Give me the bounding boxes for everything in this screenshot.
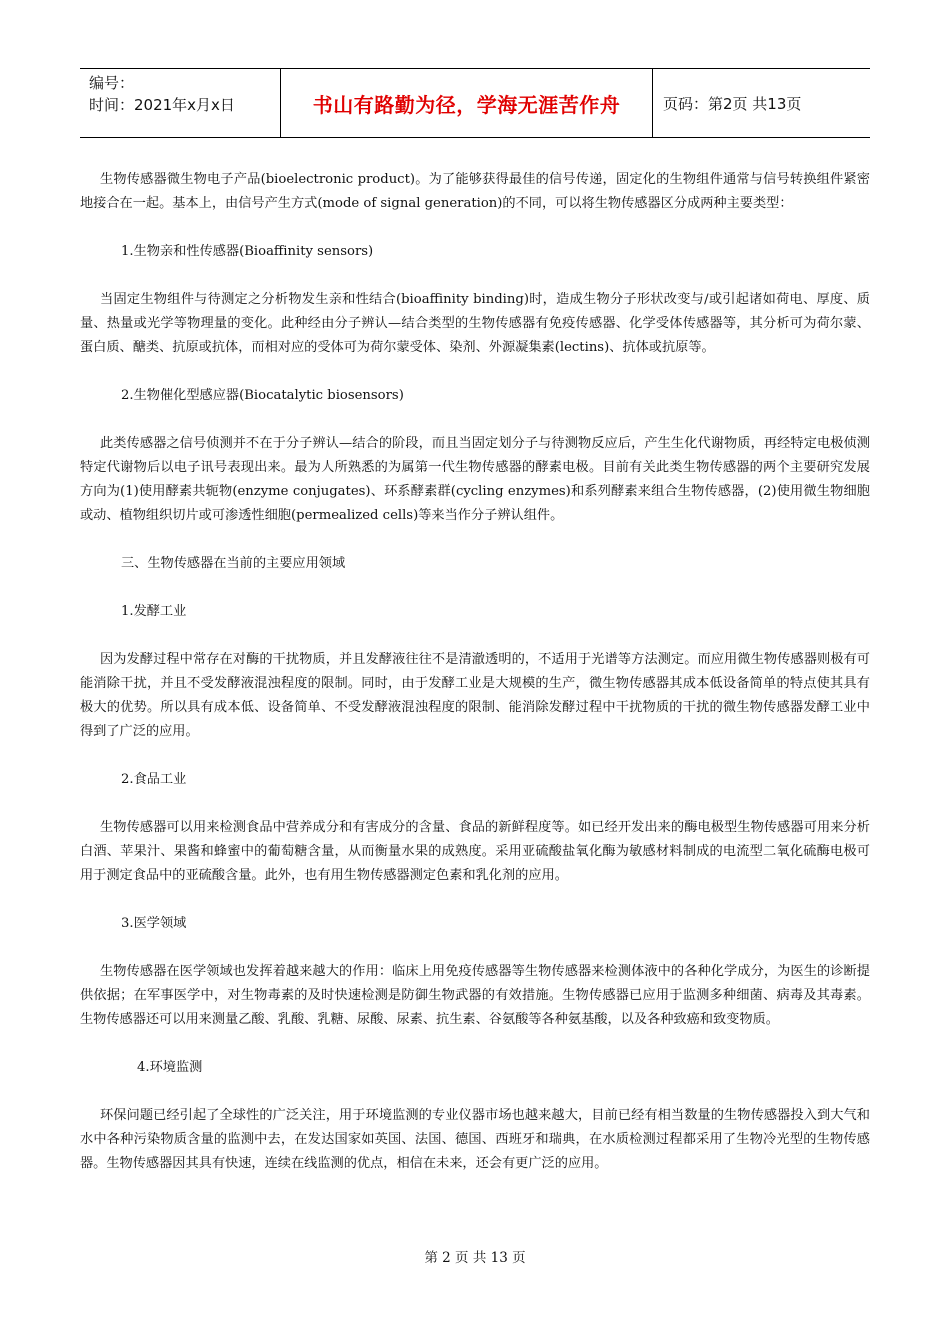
document-body bbox=[80, 168, 870, 1176]
section-heading-applications: 三、生物传感器在当前的主要应用领域 bbox=[121, 556, 346, 571]
paragraph-medical: 生物传感器在医学领域也发挥着越来越大的作用：临床上用免疫传感器等生物传感器来检测体液中的各种化学成分，为医生的诊断提供依据；在军事医学中，对生物毒素的及时快速检测是防御生物武器的有效措施。生物传感器已应用于监测多种细菌、病毒及其毒素。生物传感器还可以用来测量乙酸、乳酸、乳糖、尿酸、尿素、抗生素、谷氨酸等各种氨基酸，以及各种致癌和致变物质。 bbox=[80, 964, 870, 1027]
document-date: 时间：2021年x月x日 bbox=[89, 96, 235, 114]
paragraph-food: 生物传感器可以用来检测食品中营养成分和有害成分的含量、食品的新鲜程度等。如已经开发出来的酶电极型生物传感器可用来分析白酒、苹果汁、果酱和蜂蜜中的葡萄糖含量，从而衡量水果的成熟度。采用亚硫酸盐氧化酶为敏感材料制成的电流型二氧化硫酶电极可用于测定食品中的亚硫酸含量。此外，也有用生物传感器测定色素和乳化剂的应用。 bbox=[80, 820, 870, 883]
header-motto: 书山有路勤为径，学海无涯苦作舟 bbox=[281, 69, 653, 137]
header-meta bbox=[80, 69, 281, 137]
paragraph-bioaffinity: 当固定生物组件与待测定之分析物发生亲和性结合(bioaffinity binding)时，造成生物分子形状改变与/或引起诸如荷电、厚度、质量、热量或光学等物理量的变化。此种经由分子辨认—结合类型的生物传感器有免疫传感器、化学受体传感器等，其分析可为荷尔蒙、蛋白质、醣类、抗原或抗体，而相对应的受体可为荷尔蒙受体、染剂、外源凝集素(lectins)、抗体或抗原等。 bbox=[80, 292, 870, 355]
header-page-info: 页码：第2页 共13页 bbox=[663, 94, 802, 113]
paragraph-biocatalytic: 此类传感器之信号侦测并不在于分子辨认—结合的阶段，而且当固定划分子与待测物反应后，产生生化代谢物质，再经特定电极侦测特定代谢物后以电子讯号表现出来。最为人所熟悉的为属第一代生物传感器的酵素电极。目前有关此类生物传感器的两个主要研究发展方向为(1)使用酵素共轭物(enzyme conjugates)、环系酵素群(cycling enzymes)和系列酵素来组合生物传感器，(2)使用微生物细胞或动、植物组织切片或可渗透性细胞(permealized cells)等来当作分子辨认组件。 bbox=[80, 436, 870, 523]
section-heading-fermentation: 1.发酵工业 bbox=[121, 604, 187, 619]
section-heading-bioaffinity: 1.生物亲和性传感器(Bioaffinity sensors) bbox=[121, 244, 374, 259]
paragraph-fermentation: 因为发酵过程中常存在对酶的干扰物质，并且发酵液往往不是清澈透明的，不适用于光谱等方法测定。而应用微生物传感器则极有可能消除干扰，并且不受发酵液混浊程度的限制。同时，由于发酵工业是大规模的生产，微生物传感器其成本低设备简单的特点使其具有极大的优势。所以具有成本低、设备简单、不受发酵液混浊程度的限制、能消除发酵过程中干扰物质的干扰的微生物传感器发酵工业中得到了广泛的应用。 bbox=[80, 652, 870, 739]
document-number-label: 编号： bbox=[89, 74, 135, 92]
page-footer: 第 2 页 共 13 页 bbox=[424, 1250, 526, 1266]
paragraph-environment: 环保问题已经引起了全球性的广泛关注，用于环境监测的专业仪器市场也越来越大，目前已经有相当数量的生物传感器投入到大气和水中各种污染物质含量的监测中去，在发达国家如英国、法国、德国、西班牙和瑞典，在水质检测过程都采用了生物冷光型的生物传感器。生物传感器因其具有快速，连续在线监测的优点，相信在未来，还会有更广泛的应用。 bbox=[80, 1108, 870, 1171]
paragraph-intro: 生物传感器微生物电子产品(bioelectronic product)。为了能够获得最佳的信号传递，固定化的生物组件通常与信号转换组件紧密地接合在一起。基本上，由信号产生方式(mode of signal generation)的不同，可以将生物传感器区分成两种主要类型： bbox=[80, 172, 870, 211]
page-header bbox=[80, 68, 870, 138]
section-heading-medical: 3.医学领域 bbox=[121, 916, 187, 931]
section-heading-biocatalytic: 2.生物催化型感应器(Biocatalytic biosensors) bbox=[121, 388, 404, 403]
section-heading-environment: 4.环境监测 bbox=[137, 1060, 203, 1075]
section-heading-food: 2.食品工业 bbox=[121, 772, 187, 787]
